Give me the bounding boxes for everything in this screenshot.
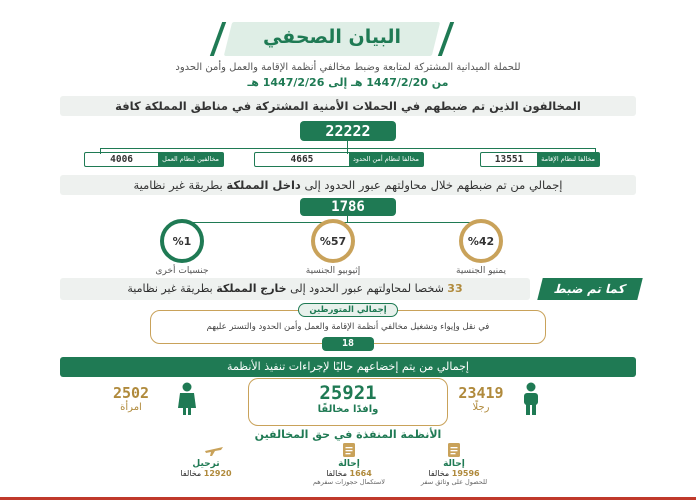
total-value: 25921 <box>319 382 377 404</box>
woman-icon <box>176 382 198 416</box>
title-slash-right <box>438 22 454 56</box>
involved-text: في نقل وإيواء وتشغيل مخالفي أنظمة الإقامة والعمل وأمن الحدود والتستر عليهم <box>206 322 490 332</box>
action-unit: مخالفا <box>180 469 202 478</box>
inside-total: 1786 <box>300 198 396 216</box>
action-value: 1664 <box>349 469 372 478</box>
outside-text-post: بطريقة غير نظامية <box>127 282 213 295</box>
violators-connector-stem <box>347 141 348 148</box>
inside-connector-stem <box>347 216 348 222</box>
action-desc: لاستكمال حجوزات سفرهم <box>312 478 385 486</box>
stat-label: مخالفين لنظام العمل <box>158 153 223 166</box>
actions-heading: الأنظمة المنفذة في حق المخالفين <box>254 428 442 441</box>
document-icon <box>447 442 461 458</box>
action-title: إحالة <box>443 459 465 469</box>
involved-count: 18 <box>322 337 374 351</box>
airplane-icon <box>204 443 224 457</box>
stat-value: 4665 <box>290 154 314 165</box>
action-item <box>164 459 248 478</box>
stat-value: 4006 <box>110 154 134 165</box>
action-unit: مخالفا <box>428 469 450 478</box>
action-title: ترحيل <box>192 459 220 469</box>
outside-text-bold: خارج المملكة <box>216 282 287 295</box>
women-value: 2502 <box>112 384 150 402</box>
inside-heading-pre: إجمالي من تم ضبطهم خلال محاولتهم عبور الحدود إلى <box>304 178 563 192</box>
action-item <box>300 459 398 486</box>
stat-label: مخالفا لنظام الإقامة <box>537 153 599 166</box>
action-unit: مخالفا <box>326 469 347 478</box>
action-value: 12920 <box>203 469 232 478</box>
document-icon <box>342 442 356 458</box>
violators-total: 22222 <box>300 121 396 141</box>
outside-count: 33 <box>447 282 463 295</box>
total-stat <box>248 378 448 426</box>
stat-residence <box>480 152 600 167</box>
stat-border <box>254 152 424 167</box>
women-stat <box>90 384 172 413</box>
percent-other: %1 <box>160 219 204 263</box>
violators-connector <box>100 148 596 149</box>
label-ethiopia: إثيوبيو الجنسية <box>305 266 361 276</box>
involved-heading: إجمالي المتورطين <box>298 303 398 317</box>
inside-heading-post: بطريقة غير نظامية <box>133 178 223 192</box>
man-icon <box>520 382 542 416</box>
violators-heading: المخالفون الذين تم ضبطهم في الحملات الأمنية المشتركة في مناطق المملكة كافة <box>60 96 636 116</box>
outside-text <box>60 278 530 300</box>
stat-labor <box>84 152 224 167</box>
total-label: وافدًا مخالفًا <box>317 404 379 415</box>
stat-label: مخالفا لنظام أمن الحدود <box>349 153 423 166</box>
men-value: 23419 <box>458 384 504 402</box>
action-value: 19596 <box>451 469 480 478</box>
men-label: رجلًا <box>472 402 490 413</box>
title-slash-left <box>210 22 226 56</box>
men-stat <box>440 384 522 413</box>
inside-heading-bold: داخل المملكة <box>226 178 301 192</box>
label-yemen: يمنيو الجنسية <box>456 266 506 276</box>
label-other: جنسيات أخرى <box>155 266 209 276</box>
page-subtitle: للحملة الميدانية المشتركة لمتابعة وضبط مخالفي أنظمة الإقامة والعمل وأمن الحدود <box>175 62 521 73</box>
stat-value: 13551 <box>494 154 524 165</box>
date-range: من 1447/2/20 هـ إلى 1447/2/26 هـ <box>247 76 449 89</box>
action-item <box>412 459 496 486</box>
percent-ethiopia: %57 <box>311 219 355 263</box>
page-title: البيان الصحفي <box>262 26 402 48</box>
action-title: إحالة <box>338 459 360 469</box>
outside-tag: كما تم ضبط <box>537 278 642 300</box>
women-label: امرأة <box>120 402 142 413</box>
outside-text-pre: شخصا لمحاولتهم عبور الحدود إلى <box>290 282 444 295</box>
inside-heading <box>60 175 636 195</box>
percent-yemen: %42 <box>459 219 503 263</box>
procedures-heading: إجمالي من يتم إخضاعهم حاليًا لإجراءات تنفيذ الأنظمة <box>60 357 636 377</box>
action-desc: للحصول على وثائق سفر <box>420 478 488 486</box>
